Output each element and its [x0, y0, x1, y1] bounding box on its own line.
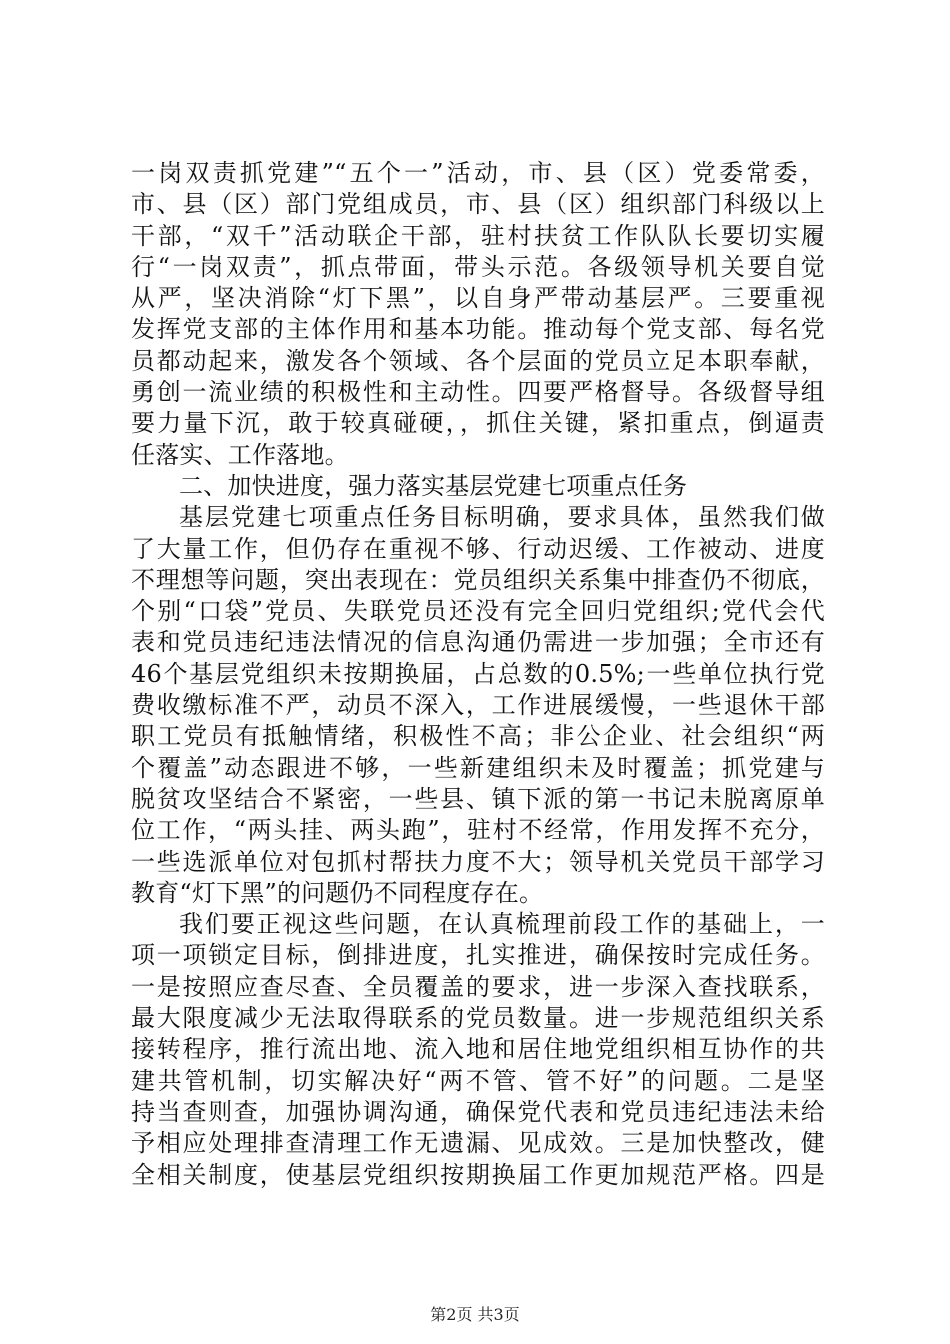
text-line: 费收缴标准不严，动员不深入，工作进展缓慢，一些退休干部	[131, 691, 825, 720]
text-line: 予相应处理排查清理工作无遗漏、见成效。三是加快整改，健	[131, 1129, 825, 1158]
text-line: 行“一岗双责”，抓点带面，带头示范。各级领导机关要自觉	[131, 252, 825, 281]
text-line: 一岗双责抓党建”“五个一”活动，市、县（区）党委常委，	[131, 159, 825, 187]
document-body	[131, 158, 825, 1191]
page-number-footer: 第2页 共3页	[430, 1305, 520, 1324]
text-line: 职工党员有抵触情绪，积极性不高；非公企业、社会组织“两	[131, 722, 825, 751]
section-heading: 二、加快进度，强力落实基层党建七项重点任务	[179, 471, 688, 500]
text-line: 任落实、工作落地。	[131, 440, 349, 469]
text-line: 46个基层党组织未按期换届，占总数的0.5%;一些单位执行党	[131, 659, 825, 688]
text-line: 表和党员违纪违法情况的信息沟通仍需进一步加强；全市还有	[131, 628, 825, 657]
text-line: 个覆盖”动态跟进不够，一些新建组织未及时覆盖；抓党建与	[131, 753, 825, 782]
text-line: 基层党建七项重点任务目标明确，要求具体，虽然我们做	[179, 503, 825, 532]
text-line: 一些选派单位对包抓村帮扶力度不大；领导机关党员干部学习	[131, 847, 825, 876]
text-line: 不理想等问题，突出表现在：党员组织关系集中排查仍不彻底，	[131, 565, 825, 594]
text-line: 个别“口袋”党员、失联党员还没有完全回归党组织;党代会代	[131, 597, 825, 626]
text-line: 一是按照应查尽查、全员覆盖的要求，进一步深入查找联系，	[131, 972, 825, 1001]
text-line: 位工作，“两头挂、两头跑”，驻村不经常，作用发挥不充分，	[131, 816, 825, 845]
text-line: 全相关制度，使基层党组织按期换届工作更加规范严格。四是	[131, 1160, 825, 1189]
text-line: 要力量下沉，敢于较真碰硬，，抓住关键，紧扣重点，倒逼责	[131, 409, 825, 438]
text-line: 了大量工作，但仍存在重视不够、行动迟缓、工作被动、进度	[131, 534, 825, 563]
text-line: 项一项锁定目标，倒排进度，扎实推进，确保按时完成任务。	[131, 941, 825, 970]
text-line: 最大限度减少无法取得联系的党员数量。进一步规范组织关系	[131, 1004, 825, 1033]
text-line: 市、县（区）部门党组成员，市、县（区）组织部门科级以上	[131, 190, 825, 219]
text-line: 持当查则查，加强协调沟通，确保党代表和党员违纪违法未给	[131, 1097, 825, 1126]
text-line: 教育“灯下黑”的问题仍不同程度存在。	[131, 878, 544, 907]
text-line: 接转程序，推行流出地、流入地和居住地党组织相互协作的共	[131, 1035, 825, 1064]
text-line: 建共管机制，切实解决好“两不管、管不好”的问题。二是坚	[131, 1066, 825, 1095]
text-line: 勇创一流业绩的积极性和主动性。四要严格督导。各级督导组	[131, 378, 825, 407]
text-line: 脱贫攻坚结合不紧密，一些县、镇下派的第一书记未脱离原单	[131, 784, 825, 813]
text-line: 从严，坚决消除“灯下黑”，以自身严带动基层严。三要重视	[131, 284, 825, 313]
text-line: 干部，“双千”活动联企干部，驻村扶贫工作队队长要切实履	[131, 221, 825, 250]
text-line: 发挥党支部的主体作用和基本功能。推动每个党支部、每名党	[131, 315, 825, 344]
text-line: 我们要正视这些问题，在认真梳理前段工作的基础上，一	[179, 910, 825, 939]
text-line: 员都动起来，激发各个领域、各个层面的党员立足本职奉献，	[131, 346, 825, 375]
